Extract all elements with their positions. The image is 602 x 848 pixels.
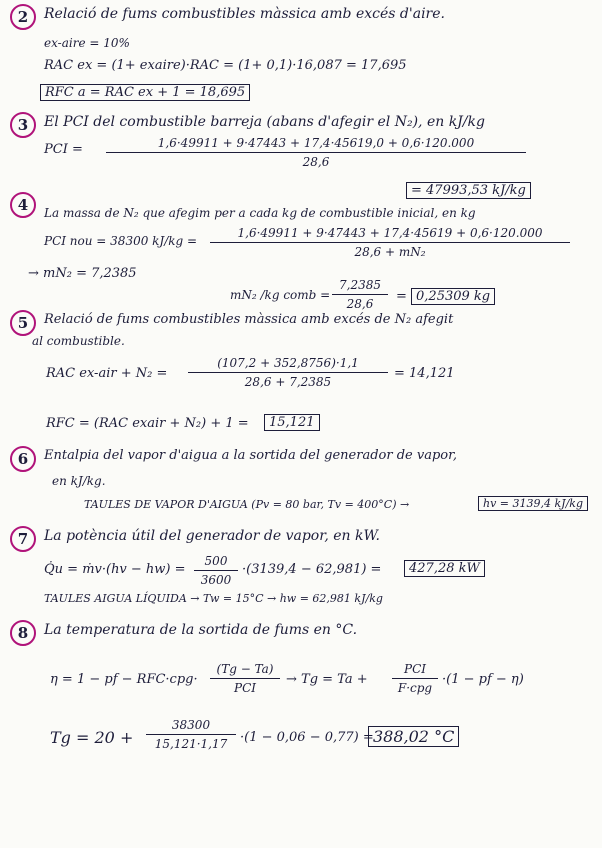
tg-calc-label: Tg = 20 +: [50, 728, 134, 747]
section-number: 5: [10, 310, 36, 336]
section-4: = 47993,53 kJ/kg 4 La massa de N₂ que afegim per a cada kg de combustible inicial, en kg PCI nou = 38300 kJ/kg = $\frac{1,6\cdot 49911 + 9\cdot 47443 + 17,4\cdot 45619 + 0,6\cdot 120.000}{\text{28,6 + mN₂}}$ → mN₂ = 7,2385 mN₂ /kg comb = $\frac{7,2385}{28,6}$ = 0,25309 kg: [10, 188, 588, 308]
flow-denominator: 3600: [200, 573, 232, 587]
pci-nou-denominator: 28,6 + mN₂: [354, 245, 426, 259]
section-number: 6: [10, 446, 36, 472]
ratio-fraction: [332, 278, 388, 311]
section-5: [10, 310, 588, 440]
section-title: La temperatura de la sortida de fums en °C.: [44, 622, 358, 638]
rfc-a-result: RFC a = RAC ex + 1 = 18,695: [40, 84, 250, 101]
rac-fraction: [188, 356, 388, 389]
section-number: 3: [10, 112, 36, 138]
rac-numerator: (107,2 + 352,8756)·1,1: [188, 356, 388, 373]
section-number: 2: [10, 4, 36, 30]
excess-air: ex-aire = 10%: [44, 36, 130, 50]
tg-denominator: F·cpg: [397, 681, 433, 695]
hv-result: hv = 3139,4 kJ/kg: [478, 496, 588, 511]
pci-nou-numerator: 1,6·49911 + 9·47443 + 17,4·45619 + 0,6·120.000: [210, 226, 570, 243]
ratio-label: mN₂ /kg comb =: [230, 288, 331, 302]
section-number: 4: [10, 192, 36, 218]
flow-numerator: 500: [194, 554, 238, 571]
steam-tables: TAULES DE VAPOR D'AIGUA (Pv = 80 bar, Tv = 400°C) →: [84, 498, 410, 511]
section-6: [10, 446, 588, 522]
section-3: [10, 112, 588, 182]
calc-fraction: [146, 718, 236, 751]
ratio-denominator: 28,6: [346, 297, 374, 311]
section-number: 8: [10, 620, 36, 646]
rac-ex-equation: RAC ex = (1+ exaire)·RAC = (1+ 0,1)·16,087 = 17,695: [44, 58, 407, 73]
section-title: La potència útil del generador de vapor, en kW.: [44, 528, 380, 544]
pci-fraction: [106, 136, 526, 169]
tg-numerator: PCI: [392, 662, 438, 679]
section-title-cont: en kJ/kg.: [52, 474, 106, 488]
flow-fraction: [194, 554, 238, 587]
pci-label: PCI =: [44, 142, 83, 157]
efficiency-denominator: PCI: [234, 681, 256, 695]
rfc-result: 15,121: [264, 414, 320, 431]
rfc-equation: RFC = (RAC exair + N₂) + 1 =: [46, 416, 249, 431]
rac-label: RAC ex-air + N₂ =: [46, 366, 168, 381]
pci-numerator: 1,6·49911 + 9·47443 + 17,4·45619,0 + 0,6·120.000: [106, 136, 526, 153]
pci-result: = 47993,53 kJ/kg: [406, 182, 531, 199]
section-title: La massa de N₂ que afegim per a cada kg de combustible inicial, en kg: [44, 206, 476, 220]
pci-nou-fraction: [210, 226, 570, 259]
section-2: [10, 4, 588, 104]
calc-factor: ·(1 − 0,06 − 0,77) =: [240, 730, 374, 745]
pci-nou: PCI nou = 38300 kJ/kg =: [44, 234, 198, 248]
liquid-water-tables: TAULES AIGUA LÍQUIDA → Tw = 15°C → hw = 62,981 kJ/kg: [44, 592, 383, 605]
section-7: [10, 526, 588, 614]
calc-numerator: 38300: [146, 718, 236, 735]
section-title: El PCI del combustible barreja (abans d'afegir el N₂), en kJ/kg: [44, 114, 485, 130]
efficiency-fraction: [210, 662, 280, 695]
section-number: 7: [10, 526, 36, 552]
ratio-numerator: 7,2385: [332, 278, 388, 295]
section-title: Relació de fums combustibles màssica amb excés d'aire.: [44, 6, 445, 22]
power-result: 427,28 kW: [404, 560, 485, 577]
efficiency-equation: η = 1 − pf − RFC·cpg·: [50, 672, 198, 687]
rac-result: = 14,121: [394, 366, 455, 381]
ratio-result: 0,25309 kg: [411, 288, 495, 305]
tg-result: 388,02 °C: [368, 726, 459, 747]
section-title-cont: al combustible.: [32, 334, 125, 348]
rac-denominator: 28,6 + 7,2385: [244, 375, 332, 389]
section-title: Relació de fums combustibles màssica amb excés de N₂ afegit: [44, 312, 454, 327]
efficiency-numerator: (Tg − Ta): [210, 662, 280, 679]
useful-power-label: Q̇u = ṁv·(hv − hw) =: [44, 562, 186, 577]
tg-equation: → Tg = Ta +: [286, 672, 368, 687]
section-8: [10, 620, 588, 770]
pci-denominator: 28,6: [302, 155, 330, 169]
calc-denominator: 15,121·1,17: [154, 737, 228, 751]
section-title: Entalpia del vapor d'aigua a la sortida del generador de vapor,: [44, 448, 458, 463]
enthalpy-difference: ·(3139,4 − 62,981) =: [242, 562, 382, 577]
tg-fraction: [392, 662, 438, 695]
m-n2-result: → mN₂ = 7,2385: [28, 266, 137, 281]
tg-factor: ·(1 − pf − η): [442, 672, 524, 687]
